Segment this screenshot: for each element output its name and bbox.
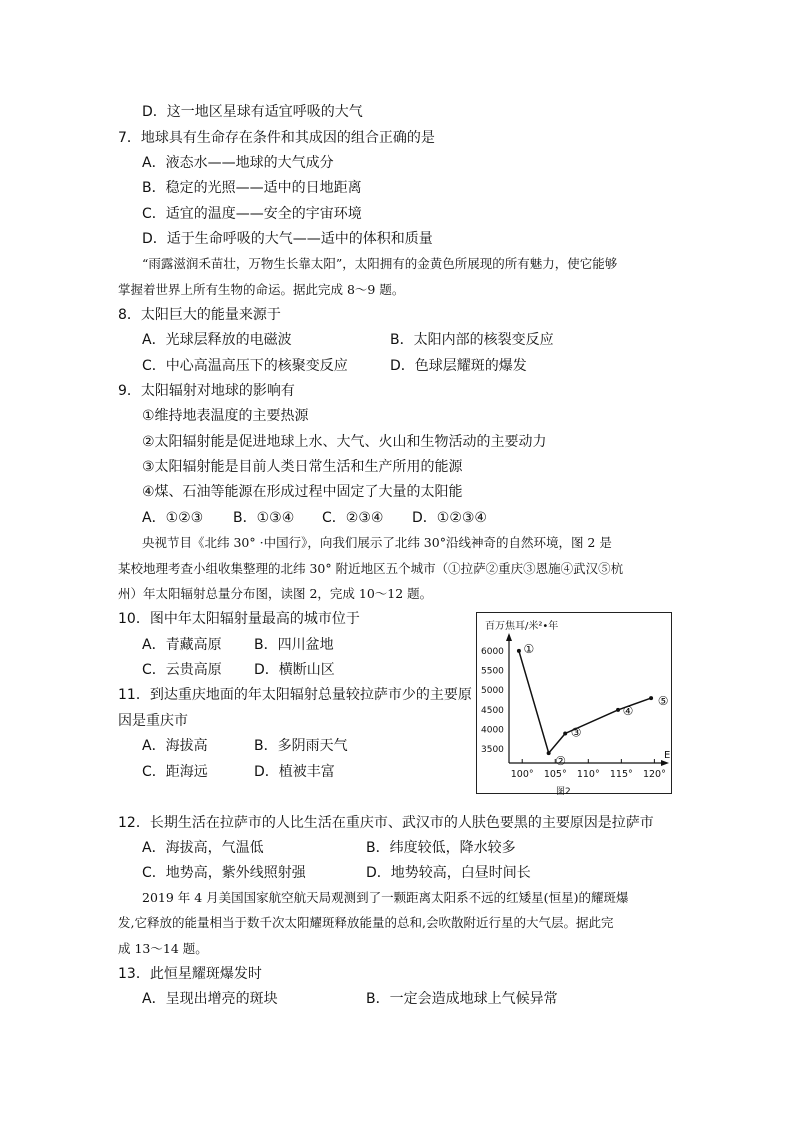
y-tick-label: 5500 [481, 666, 504, 677]
x-tick-label: 105° [543, 769, 567, 780]
q9-option-a: A．①②③ [142, 510, 204, 526]
series-line [519, 651, 651, 753]
y-axis-arrow [506, 633, 512, 641]
y-tick-label: 4000 [481, 725, 504, 736]
q11-option-a: A．海拔高 [142, 738, 208, 754]
figure-caption: 图2 [556, 787, 571, 797]
q13-option-a: A．呈现出增亮的斑块 [142, 991, 278, 1007]
material-10-12-line3: 州）年太阳辐射总量分布图，读图 2，完成 10～12 题。 [118, 586, 433, 601]
q12-option-b: B．纬度较低，降水较多 [366, 840, 516, 856]
q10-option-b: B．四川盆地 [254, 637, 334, 653]
q7-option-a: A．液态水——地球的大气成分 [142, 155, 334, 171]
x-tick-label: 115° [609, 769, 633, 780]
y-axis-title: 百万焦耳/米²•年 [485, 621, 559, 632]
y-tick-label: 4500 [481, 705, 504, 716]
q10-option-d: D．横断山区 [254, 662, 335, 678]
q12-option-d: D．地势较高，白昼时间长 [366, 865, 531, 881]
q9-item-4: ④煤、石油等能源在形成过程中固定了大量的太阳能 [142, 484, 463, 500]
q8-option-a: A．光球层释放的电磁波 [142, 332, 292, 348]
q10-option-c: C．云贵高原 [142, 662, 222, 678]
data-point [547, 751, 551, 755]
data-point-label: ① [523, 641, 535, 656]
q13-option-b: B．一定会造成地球上气候异常 [366, 991, 558, 1007]
q9-option-b: B．①③④ [233, 510, 295, 526]
material-8-9-line1: “雨露滋润禾苗壮，万物生长靠太阳”，太阳拥有的金黄色所展现的所有魅力，使它能够 [142, 256, 618, 271]
data-point [649, 696, 653, 700]
y-tick-label: 3500 [481, 745, 504, 756]
q6-option-d: D．这一地区星球有适宜呼吸的大气 [142, 104, 363, 120]
q11-option-c: C．距海远 [142, 764, 208, 780]
data-point [517, 649, 521, 653]
y-tick-label: 6000 [481, 646, 504, 657]
q11-option-d: D．植被丰富 [254, 764, 335, 780]
x-tick-label: 100° [510, 769, 534, 780]
x-tick-label: 110° [576, 769, 600, 780]
q9-option-c: C．②③④ [322, 510, 384, 526]
q8-option-d: D．色球层耀斑的爆发 [390, 358, 527, 374]
material-8-9-line2: 掌握着世界上所有生物的命运。据此完成 8～9 题。 [118, 282, 405, 297]
q7-option-b: B．稳定的光照——适中的日地距离 [142, 180, 362, 196]
q12-option-a: A．海拔高，气温低 [142, 840, 264, 856]
q13-stem: 13．此恒星耀斑爆发时 [118, 966, 262, 982]
q9-item-3: ③太阳辐射能是目前人类日常生活和生产所用的能源 [142, 459, 463, 475]
q11-option-b: B．多阴雨天气 [254, 738, 348, 754]
q12-option-c: C．地势高，紫外线照射强 [142, 865, 306, 881]
radiation-line-chart [477, 613, 671, 793]
figure-2-frame [476, 612, 672, 794]
data-point-label: ④ [622, 703, 634, 718]
data-point-label: ② [555, 754, 567, 769]
q9-stem: 9．太阳辐射对地球的影响有 [118, 383, 295, 399]
x-tick-label: 120° [642, 769, 666, 780]
data-point-label: ⑤ [657, 694, 669, 709]
q10-stem: 10．图中年太阳辐射量最高的城市位于 [118, 611, 360, 627]
q8-option-b: B．太阳内部的核裂变反应 [390, 332, 554, 348]
q7-option-d: D．适于生命呼吸的大气——适中的体积和质量 [142, 231, 433, 247]
material-13-14-line2: 发,它释放的能量相当于数千次太阳耀斑释放能量的总和,会吹散附近行星的大气层。据此完 [118, 915, 614, 930]
q11-stem-line2: 因是重庆市 [118, 713, 188, 729]
material-13-14-line3: 成 13～14 题。 [118, 941, 208, 956]
data-point [616, 708, 620, 712]
x-axis-label: E [664, 750, 671, 761]
y-tick-label: 5000 [481, 686, 504, 697]
q7-option-c: C．适宜的温度——安全的宇宙环境 [142, 206, 362, 222]
material-10-12-line2: 某校地理考查小组收集整理的北纬 30° 附近地区五个城市（①拉萨②重庆③恩施④武汉⑤杭 [118, 561, 624, 576]
q7-stem: 7．地球具有生命存在条件和其成因的组合正确的是 [118, 130, 435, 146]
q12-stem: 12．长期生活在拉萨市的人比生活在重庆市、武汉市的人肤色要黑的主要原因是拉萨市 [118, 815, 654, 831]
q8-stem: 8．太阳巨大的能量来源于 [118, 307, 281, 323]
material-13-14-line1: 2019 年 4 月美国国家航空航天局观测到了一颗距离太阳系不远的红矮星(恒星)的耀斑爆 [142, 890, 629, 905]
data-point [563, 731, 567, 735]
q9-item-1: ①维持地表温度的主要热源 [142, 408, 309, 424]
material-10-12-line1: 央视节目《北纬 30° ·中国行》，向我们展示了北纬 30°沿线神奇的自然环境，图 2 是 [142, 535, 612, 550]
q9-option-d: D．①②③④ [412, 510, 487, 526]
data-point-label: ③ [570, 725, 582, 740]
q11-stem-line1: 11．到达重庆地面的年太阳辐射总量较拉萨市少的主要原 [118, 687, 472, 703]
q8-option-c: C．中心高温高压下的核聚变反应 [142, 358, 348, 374]
q10-option-a: A．青藏高原 [142, 637, 222, 653]
q9-item-2: ②太阳辐射能是促进地球上水、大气、火山和生物活动的主要动力 [142, 434, 547, 450]
